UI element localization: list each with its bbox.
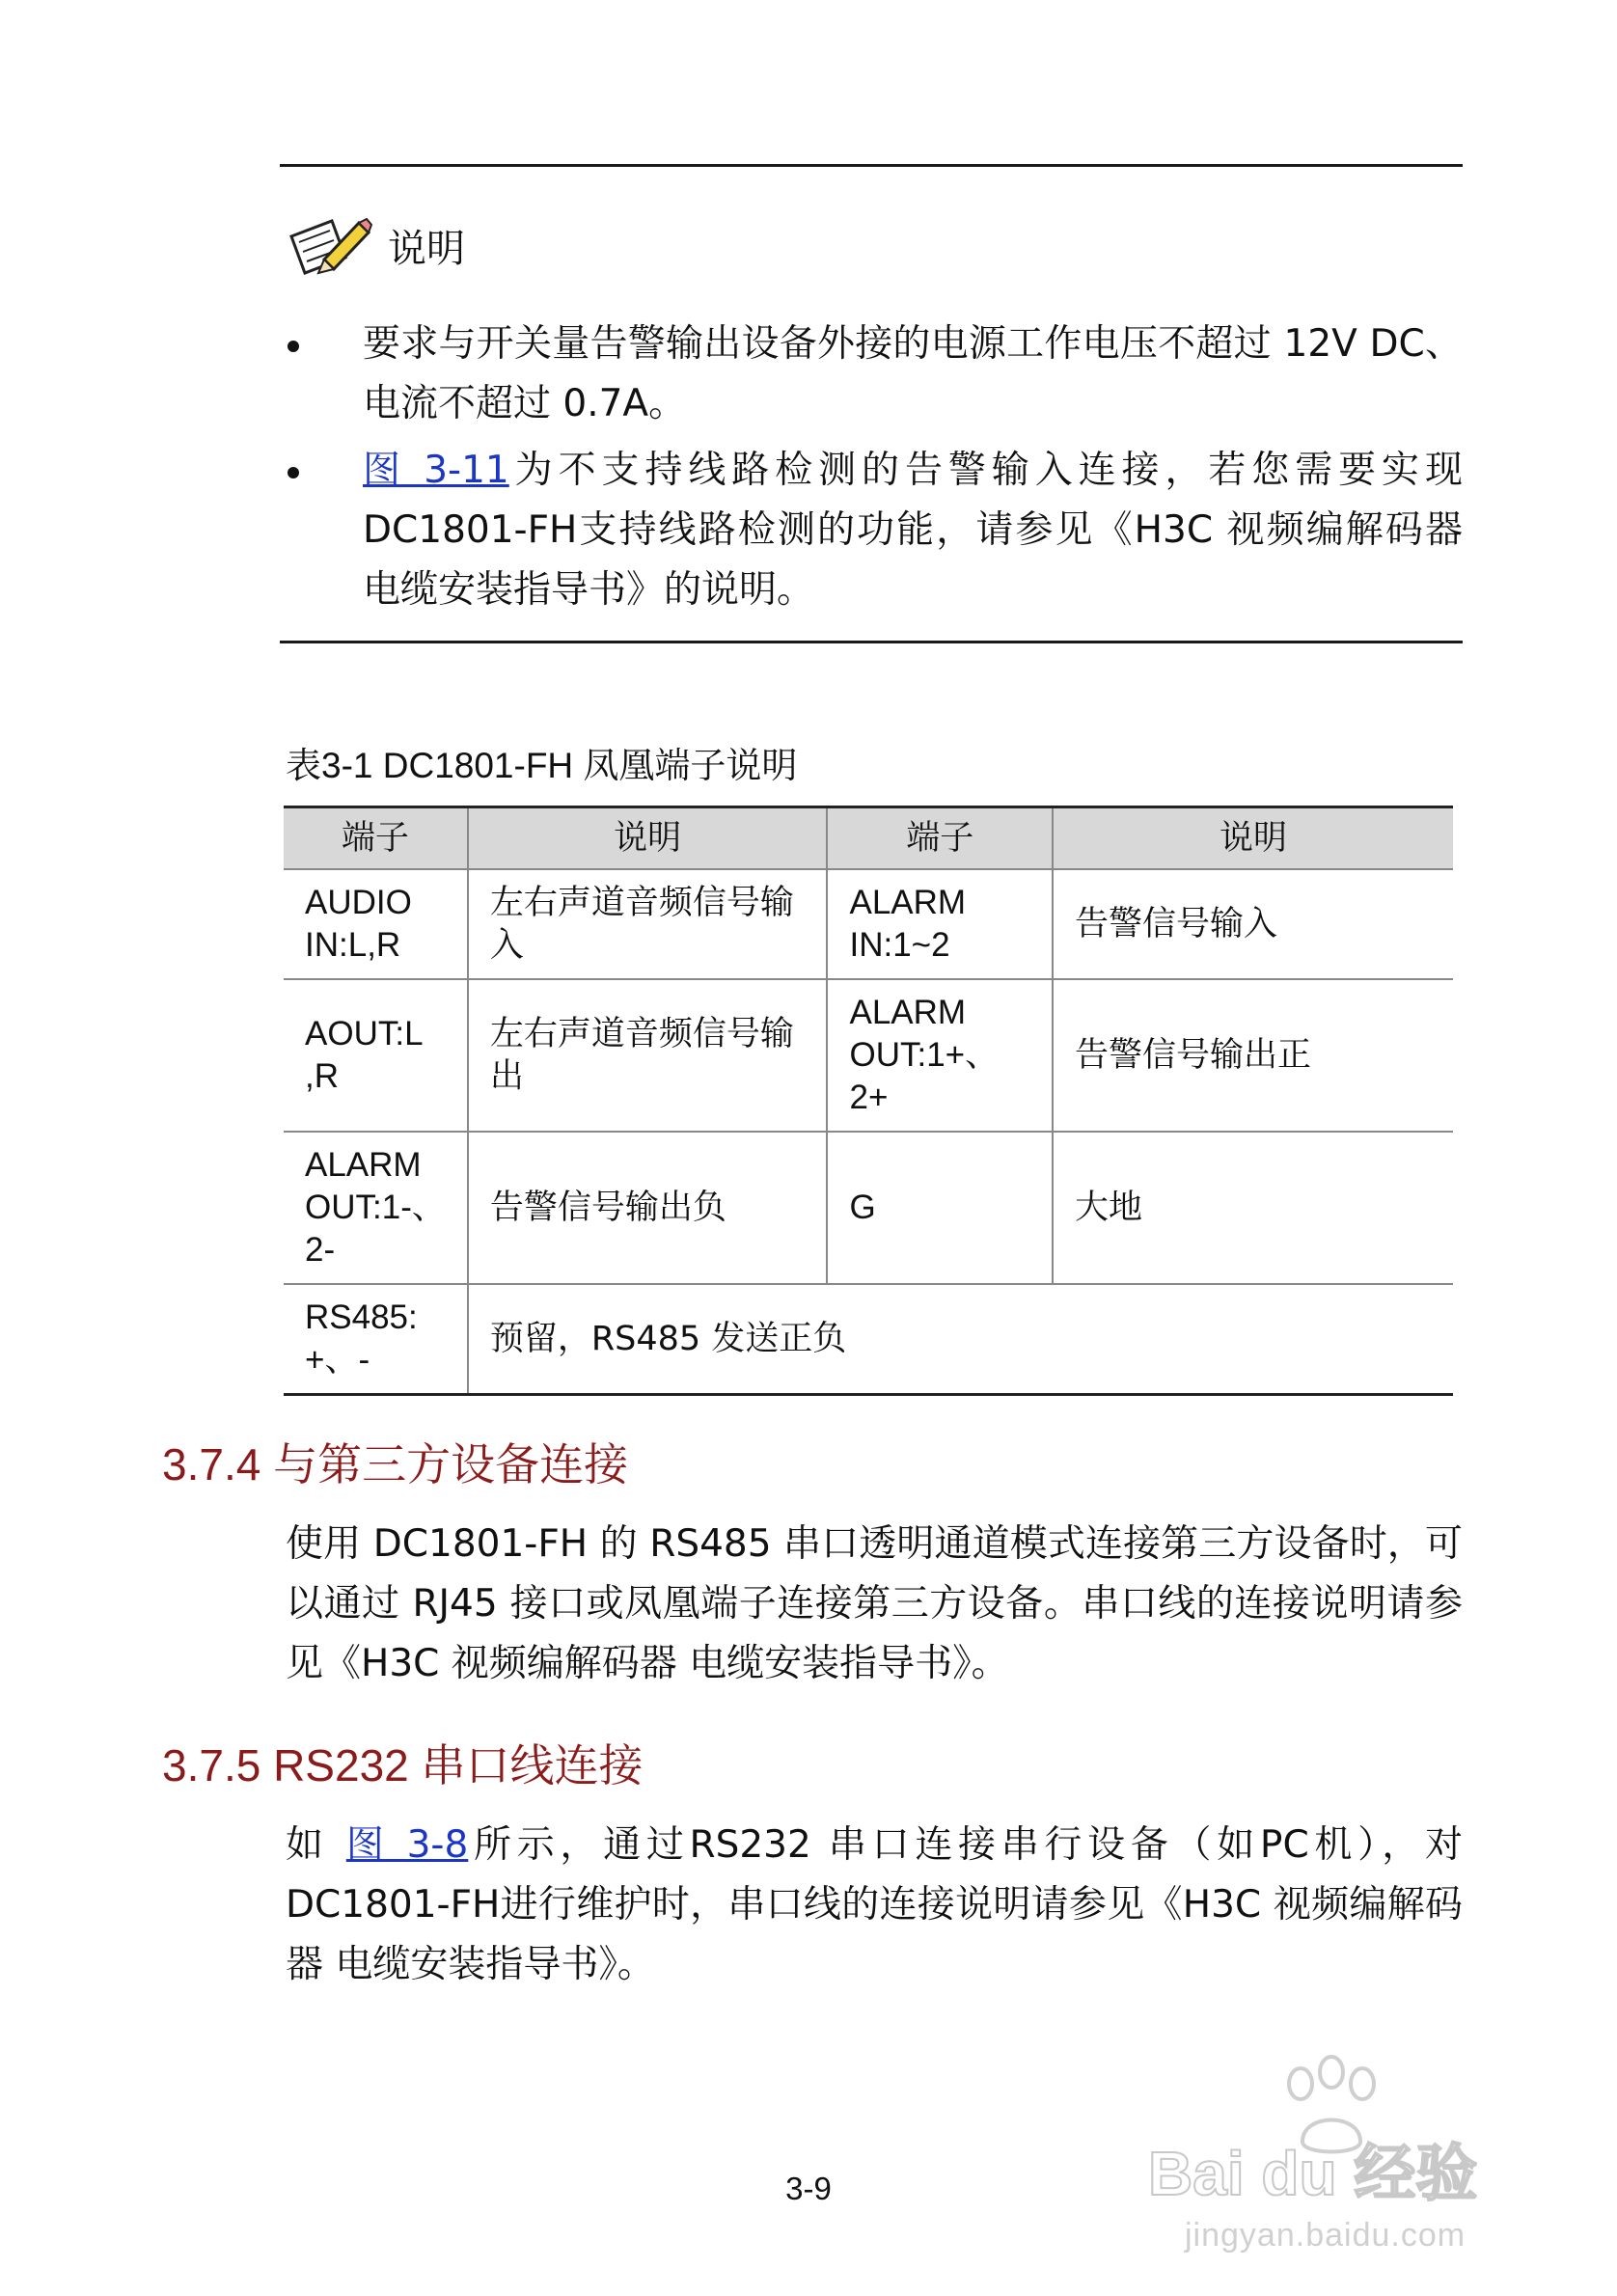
terminal-cell: AOUT:L ,R (284, 979, 468, 1132)
note-top-rule (280, 164, 1463, 167)
watermark-main: Bai du 经验 (1148, 2139, 1478, 2208)
table-row (284, 979, 1453, 1132)
table-header-row (284, 807, 1453, 870)
description-cell: 左右声道音频信号输入 (468, 869, 828, 979)
section-3-7-5-prefix: 如 (286, 1823, 346, 1867)
section-3-7-4-body: 使用 DC1801-FH 的 RS485 串口透明通道模式连接第三方设备时，可以通过 RJ45 接口或凤凰端子连接第三方设备。串口线的连接说明请参见《H3C 视频编解码器 电缆安装指导书》。 (286, 1522, 1463, 1685)
header-description: 说明 (1053, 807, 1453, 870)
baidu-watermark (1148, 2055, 1534, 2257)
terminal-cell: ALARM OUT:1-、2- (284, 1132, 468, 1284)
description-cell: 告警信号输入 (1053, 869, 1453, 979)
note-bullet-1 (286, 314, 1463, 434)
figure-3-8-link[interactable]: 图 3-8 (345, 1823, 469, 1867)
section-heading-3-7-5: 3.7.5 RS232 串口线连接 (162, 1740, 644, 1790)
table-row (284, 1132, 1453, 1284)
terminal-cell: AUDIO IN:L,R (284, 869, 468, 979)
note-bottom-rule (280, 641, 1463, 643)
section-3-7-5-body (286, 1816, 1463, 1995)
terminal-cell: ALARM IN:1~2 (827, 869, 1053, 979)
description-cell: 告警信号输出正 (1053, 979, 1453, 1132)
terminal-cell: ALARM OUT:1+、2+ (827, 979, 1053, 1132)
note-header (286, 215, 465, 283)
header-terminal: 端子 (284, 807, 468, 870)
note-bullet-1-text: 要求与开关量告警输出设备外接的电源工作电压不超过 12V DC、电流不超过 0.7A。 (363, 322, 1463, 425)
note-title: 说明 (388, 227, 465, 271)
table-row (284, 1284, 1453, 1395)
terminal-cell: RS485: +、- (284, 1284, 468, 1395)
description-cell: 左右声道音频信号输出 (468, 979, 828, 1132)
note-pencil-icon (286, 215, 372, 283)
note-bullet-2-text (363, 441, 1463, 620)
terminal-cell: G (827, 1132, 1053, 1284)
bullet-dot (286, 314, 363, 434)
section-3-7-5-text: 所示，通过RS232 串口连接串行设备（如PC机），对DC1801-FH进行维护时，串口线的连接说明请参见《H3C 视频编解码器 电缆安装指导书》。 (286, 1823, 1463, 1986)
table-caption: 表3-1 DC1801-FH 凤凰端子说明 (286, 746, 798, 785)
terminal-table (284, 806, 1453, 1396)
note-bullet-2-body: 为不支持线路检测的告警输入连接，若您需要实现 DC1801-FH支持线路检测的功能，请参见《H3C 视频编解码器 电缆安装指导书》的说明。 (363, 449, 1463, 612)
page-number: 3-9 (785, 2171, 832, 2206)
table-row (284, 869, 1453, 979)
watermark-sub: jingyan.baidu.com (1185, 2217, 1466, 2254)
section-heading-3-7-4: 3.7.4 与第三方设备连接 (162, 1439, 629, 1490)
figure-3-11-link[interactable]: 图 3-11 (363, 449, 509, 492)
note-bullet-2 (286, 441, 1463, 620)
header-terminal: 端子 (827, 807, 1053, 870)
description-cell: 告警信号输出负 (468, 1132, 828, 1284)
header-description: 说明 (468, 807, 828, 870)
bullet-dot (286, 441, 363, 620)
description-cell: 大地 (1053, 1132, 1453, 1284)
description-cell: 预留，RS485 发送正负 (468, 1284, 1453, 1395)
